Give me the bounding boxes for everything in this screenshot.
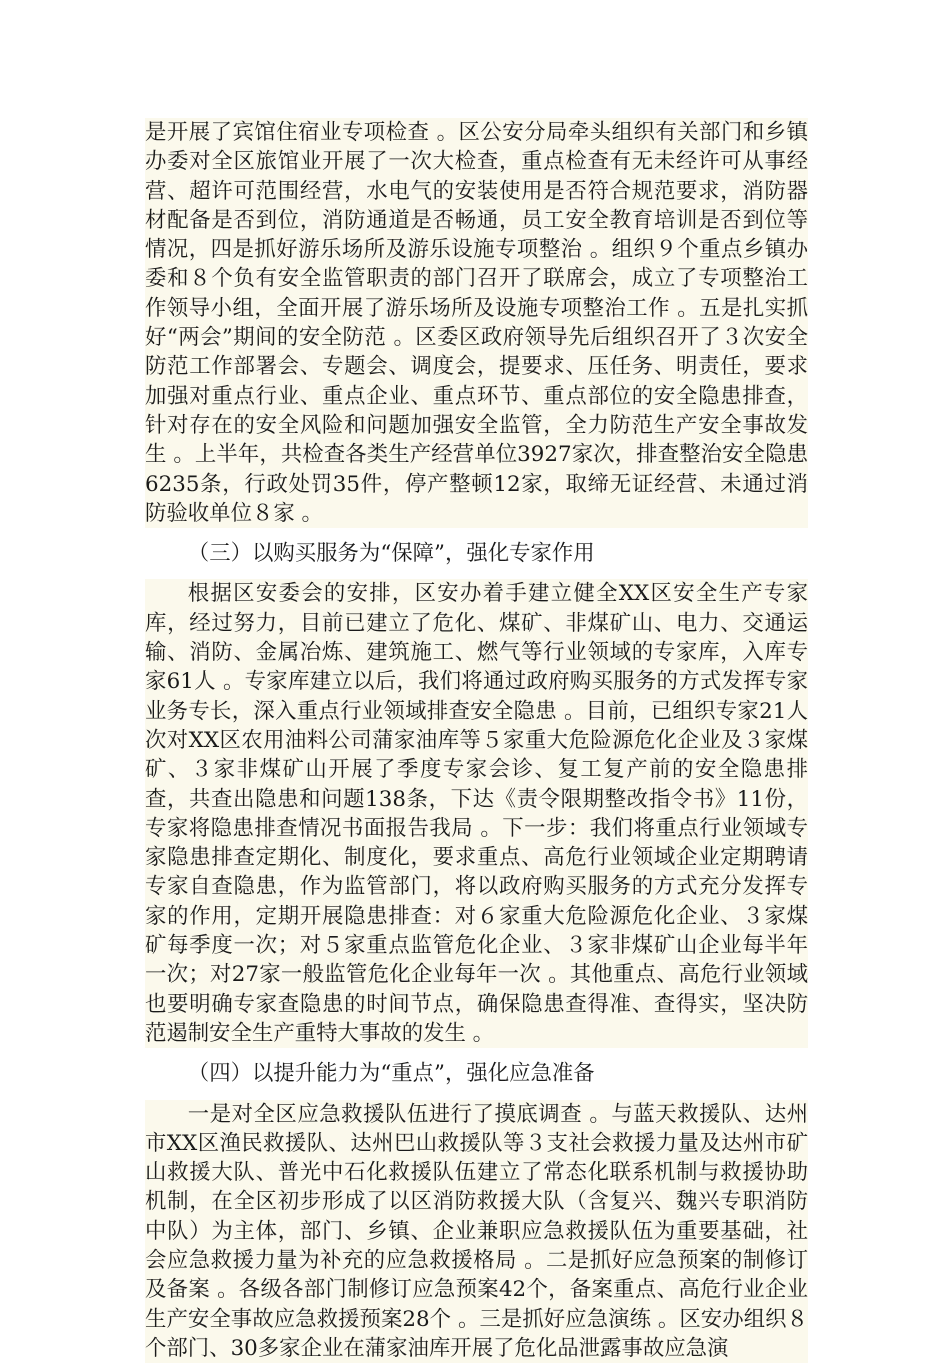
paragraph-inspection-summary: 是开展了宾馆住宿业专项检查 。区公安分局牵头组织有关部门和乡镇办委对全区旅馆业开展了一次大检查，重点检查有无未经许可从事经营、超许可范围经营，水电气的安装使用是否符合规范要求，消防器材配备是否到位，消防通道是否畅通，员工安全教育培训是否到位等情况，四是抓好游乐场所及游乐设施专项整治 。组织９个重点乡镇办委和８个负有安全监管职责的部门召开了联席会，成立了专项整治工作领导小组，全面开展了游乐场所及设施专项整治工作 。五是扎实抓好“两会”期间的安全防范 。区委区政府领导先后组织召开了３次安全防范工作部署会、专题会、调度会，提要求、压任务、明责任，要求加强对重点行业、重点企业、重点环节、重点部位的安全隐患排查，针对存在的安全风险和问题加强安全监管，全力防范生产安全事故发生 。上半年，共检查各类生产经营单位3927家次，排查整治安全隐患6235条，行政处罚35件，停产整顿12家，取缔无证经营、未通过消防验收单位８家 。 (145, 118, 808, 528)
paragraph-emergency-preparedness: 一是对全区应急救援队伍进行了摸底调查 。与蓝天救援队、达州市XX区渔民救援队、达州巴山救援队等３支社会救援力量及达州市矿山救援大队、普光中石化救援队伍建立了常态化联系机制与救援协助机制，在全区初步形成了以区消防救援大队（含复兴、魏兴专职消防中队）为主体，部门、乡镇、企业兼职应急救援队伍为重要基础，社会应急救援力量为补充的应急救援格局 。二是抓好应急预案的制修订及备案 。各级各部门制修订应急预案42个，备案重点、高危行业企业生产安全事故应急救援预案28个 。三是抓好应急演练 。区安办组织８个部门、30多家企业在蒲家油库开展了危化品泄露事故应急演 (145, 1100, 808, 1363)
section-heading-3: （三）以购买服务为“保障”，强化专家作用 (145, 539, 808, 568)
section-heading-4: （四）以提升能力为“重点”，强化应急准备 (145, 1059, 808, 1088)
paragraph-expert-database: 根据区安委会的安排，区安办着手建立健全XX区安全生产专家库，经过努力，目前已建立了危化、煤矿、非煤矿山、电力、交通运输、消防、金属冶炼、建筑施工、燃气等行业领域的专家库，入库专家61人 。专家库建立以后，我们将通过政府购买服务的方式发挥专家业务专长，深入重点行业领域排查安全隐患 。目前，已组织专家21人次对XX区农用油料公司蒲家油库等５家重大危险源危化企业及３家煤矿、３家非煤矿山开展了季度专家会诊、复工复产前的安全隐患排查，共查出隐患和问题138条，下达《责令限期整改指令书》11份，专家将隐患排查情况书面报告我局 。下一步：我们将重点行业领域专家隐患排查定期化、制度化，要求重点、高危行业领域企业定期聘请专家自查隐患，作为监管部门，将以政府购买服务的方式充分发挥专家的作用，定期开展隐患排查：对６家重大危险源危化企业、３家煤矿每季度一次；对５家重点监管危化企业、３家非煤矿山企业每半年一次；对27家一般监管危化企业每年一次 。其他重点、高危行业领域也要明确专家查隐患的时间节点，确保隐患查得准、查得实，坚决防范遏制安全生产重特大事故的发生 。 (145, 579, 808, 1048)
